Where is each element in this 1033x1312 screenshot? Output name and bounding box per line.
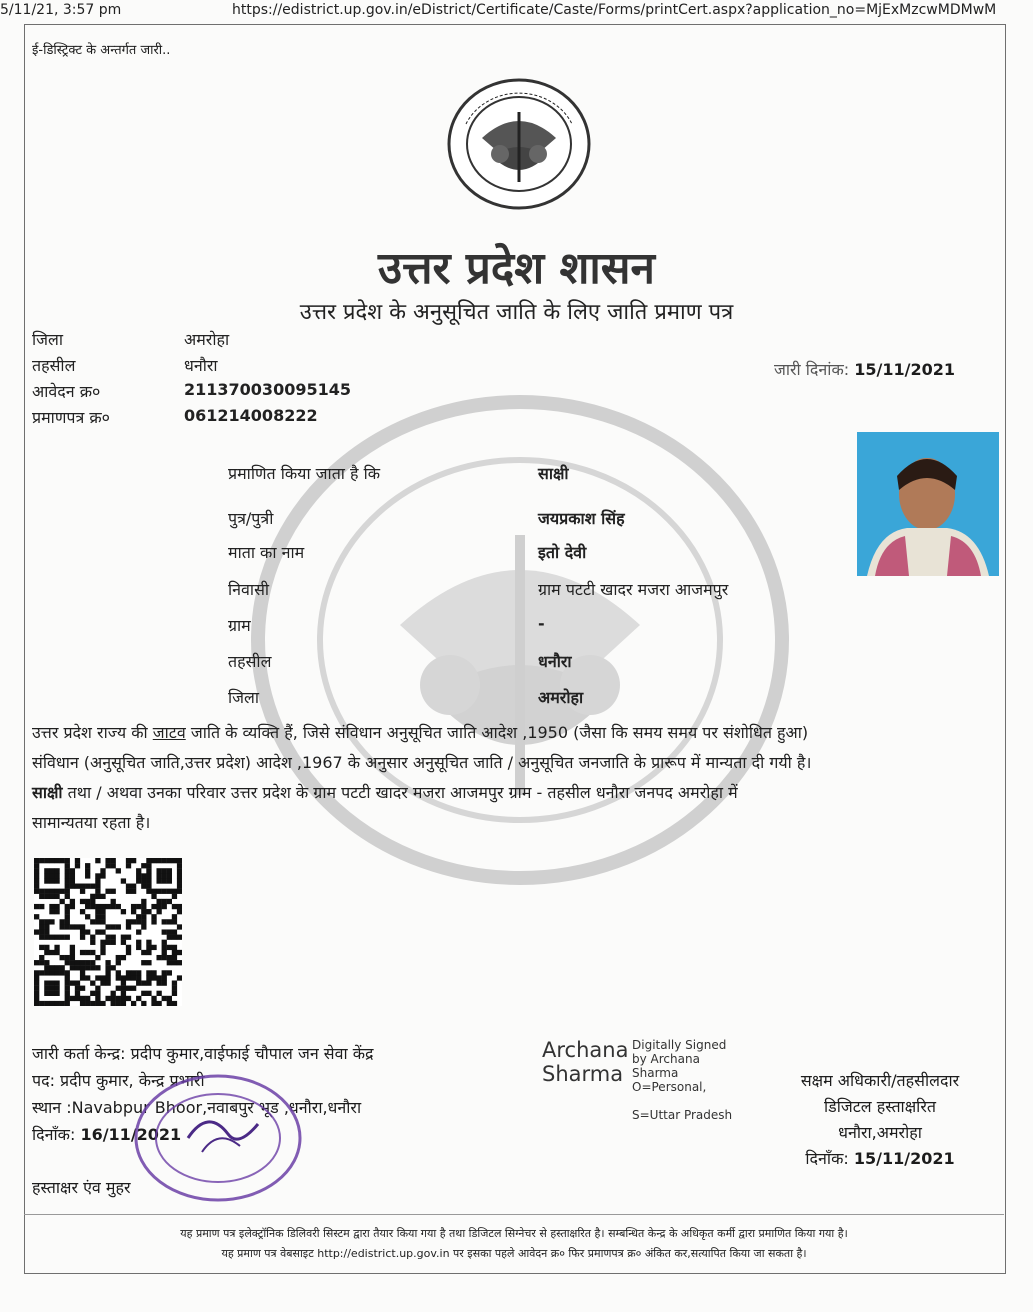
district-label: जिला [32, 330, 64, 349]
detail-label: माता का नाम [228, 543, 305, 562]
sig-detail-3: Sharma [632, 1066, 679, 1080]
detail-value: साक्षी [538, 464, 569, 483]
detail-label: निवासी [228, 580, 270, 599]
up-emblem-icon [444, 76, 594, 212]
print-datetime: 5/11/21, 3:57 pm [0, 2, 122, 18]
authority-place: धनौरा,अमरोहा [838, 1123, 922, 1142]
certificate-number: 061214008222 [184, 406, 318, 425]
print-url: https://edistrict.up.gov.in/eDistrict/Certificate/Caste/Forms/printCert.aspx?application_no=MjExMzcwMDMwM [232, 2, 997, 18]
detail-value: ग्राम पटटी खादर मजरा आजमपुर [538, 580, 729, 599]
statement-line3: तथा / अथवा उनका परिवार उत्तर प्रदेश के ग्राम पटटी खादर मजरा आजमपुर ग्राम - तहसील धनौरा जनपद अमरोहा में [62, 783, 738, 802]
detail-value: - [538, 614, 545, 633]
tehsil-label: तहसील [32, 356, 76, 375]
issued-under-text: ई-डिस्ट्रिक्ट के अन्तर्गत जारी.. [32, 43, 171, 58]
certificate-subtitle: उत्तर प्रदेश के अनुसूचित जाति के लिए जाति प्रमाण पत्र [299, 300, 734, 325]
detail-label: ग्राम [228, 616, 251, 635]
detail-value: जयप्रकाश सिंह [538, 509, 625, 528]
issuer-place: स्थान :Navabpur Bhoor,नवाबपुर भूड ,धनौरा,धनौरा [32, 1098, 362, 1117]
certificate-statement [32, 718, 1002, 838]
issuer-date-label: दिनाँक: [32, 1125, 81, 1144]
authority-title: सक्षम अधिकारी/तहसीलदार [800, 1071, 960, 1090]
page-title: उत्तर प्रदेश शासन [378, 243, 655, 294]
detail-label: प्रमाणित किया जाता है कि [228, 464, 381, 483]
sig-detail-5: S=Uttar Pradesh [632, 1108, 733, 1122]
digital-signature-details [632, 1038, 732, 1122]
digital-signature [542, 1038, 628, 1086]
statement-line2: संविधान (अनुसूचित जाति,उत्तर प्रदेश) आदेश ,1967 के अनुसार अनुसूचित जाति / अनुसूचित जनजाति के प्रारूप में मान्यता दी गयी है। [32, 753, 812, 772]
sig-detail-4: O=Personal, [632, 1080, 707, 1094]
issuer-post: पद: प्रदीप कुमार, केन्द्र प्रभारी [32, 1071, 205, 1090]
statement-line1-end: जाति के व्यक्ति हैं, जिसे संविधान अनुसूचित जाति आदेश ,1950 (जैसा कि समय समय पर संशोधित हुआ) [185, 723, 809, 742]
authority-signed: डिजिटल हस्ताक्षरित [824, 1097, 936, 1116]
issue-date-value: 15/11/2021 [854, 360, 955, 379]
issue-date-label: जारी दिनांक: [774, 360, 850, 379]
issuer-seal-stamp-icon [128, 1068, 308, 1208]
detail-value: धनौरा [538, 652, 572, 671]
authority-date-value: 15/11/2021 [853, 1149, 955, 1168]
detail-value: अमरोहा [538, 688, 584, 707]
footer-line-1: यह प्रमाण पत्र इलेक्ट्रॉनिक डिलिवरी सिस्टम द्वारा तैयार किया गया है तथा डिजिटल सिग्नेचर से हस्ताक्षरित है। सम्बन्धित केन्द्र के अधिकृत कर्मी द्वारा प्रमाणित किया गया है। [180, 1227, 848, 1240]
issuer-centre: जारी कर्ता केन्द्र: प्रदीप कुमार,वाईफाई चौपाल जन सेवा केंद्र [32, 1044, 374, 1063]
detail-label: जिला [228, 688, 260, 707]
tehsil-value: धनौरा [184, 356, 218, 375]
footer-line-2: यह प्रमाण पत्र वेबसाइट http://edistrict.up.gov.in पर इसका पहले आवेदन क्र० फिर प्रमाणपत्र क्र० अंकित कर,सत्यापित किया जा सकता है। [221, 1247, 807, 1260]
statement-start: उत्तर प्रदेश राज्य की [32, 723, 153, 742]
application-number: 211370030095145 [184, 380, 351, 399]
authority-block [760, 1068, 1000, 1172]
signer-last-name: Sharma [542, 1062, 624, 1086]
issuer-date-value: 16/11/2021 [80, 1125, 182, 1144]
caste-name: जाटव [152, 723, 186, 742]
sig-detail-2: by Archana [632, 1052, 700, 1066]
certificate-label: प्रमाणपत्र क्र० [32, 408, 110, 427]
issuer-sign-label: हस्ताक्षर एंव मुहर [32, 1178, 131, 1197]
detail-value: इतो देवी [538, 543, 587, 562]
statement-person-name: साक्षी [32, 783, 63, 802]
district-value: अमरोहा [184, 330, 230, 349]
application-label: आवेदन क्र० [32, 382, 101, 401]
applicant-photo [857, 432, 999, 576]
statement-line4: सामान्यतया रहता है। [32, 813, 151, 832]
authority-date-label: दिनाँक: [805, 1149, 854, 1168]
qr-code-icon [34, 858, 182, 1006]
sig-detail-1: Digitally Signed [632, 1038, 727, 1052]
signer-first-name: Archana [542, 1038, 629, 1062]
detail-label: पुत्र/पुत्री [228, 509, 274, 528]
issue-date [774, 358, 955, 380]
footer-divider [24, 1214, 1004, 1215]
detail-label: तहसील [228, 652, 272, 671]
